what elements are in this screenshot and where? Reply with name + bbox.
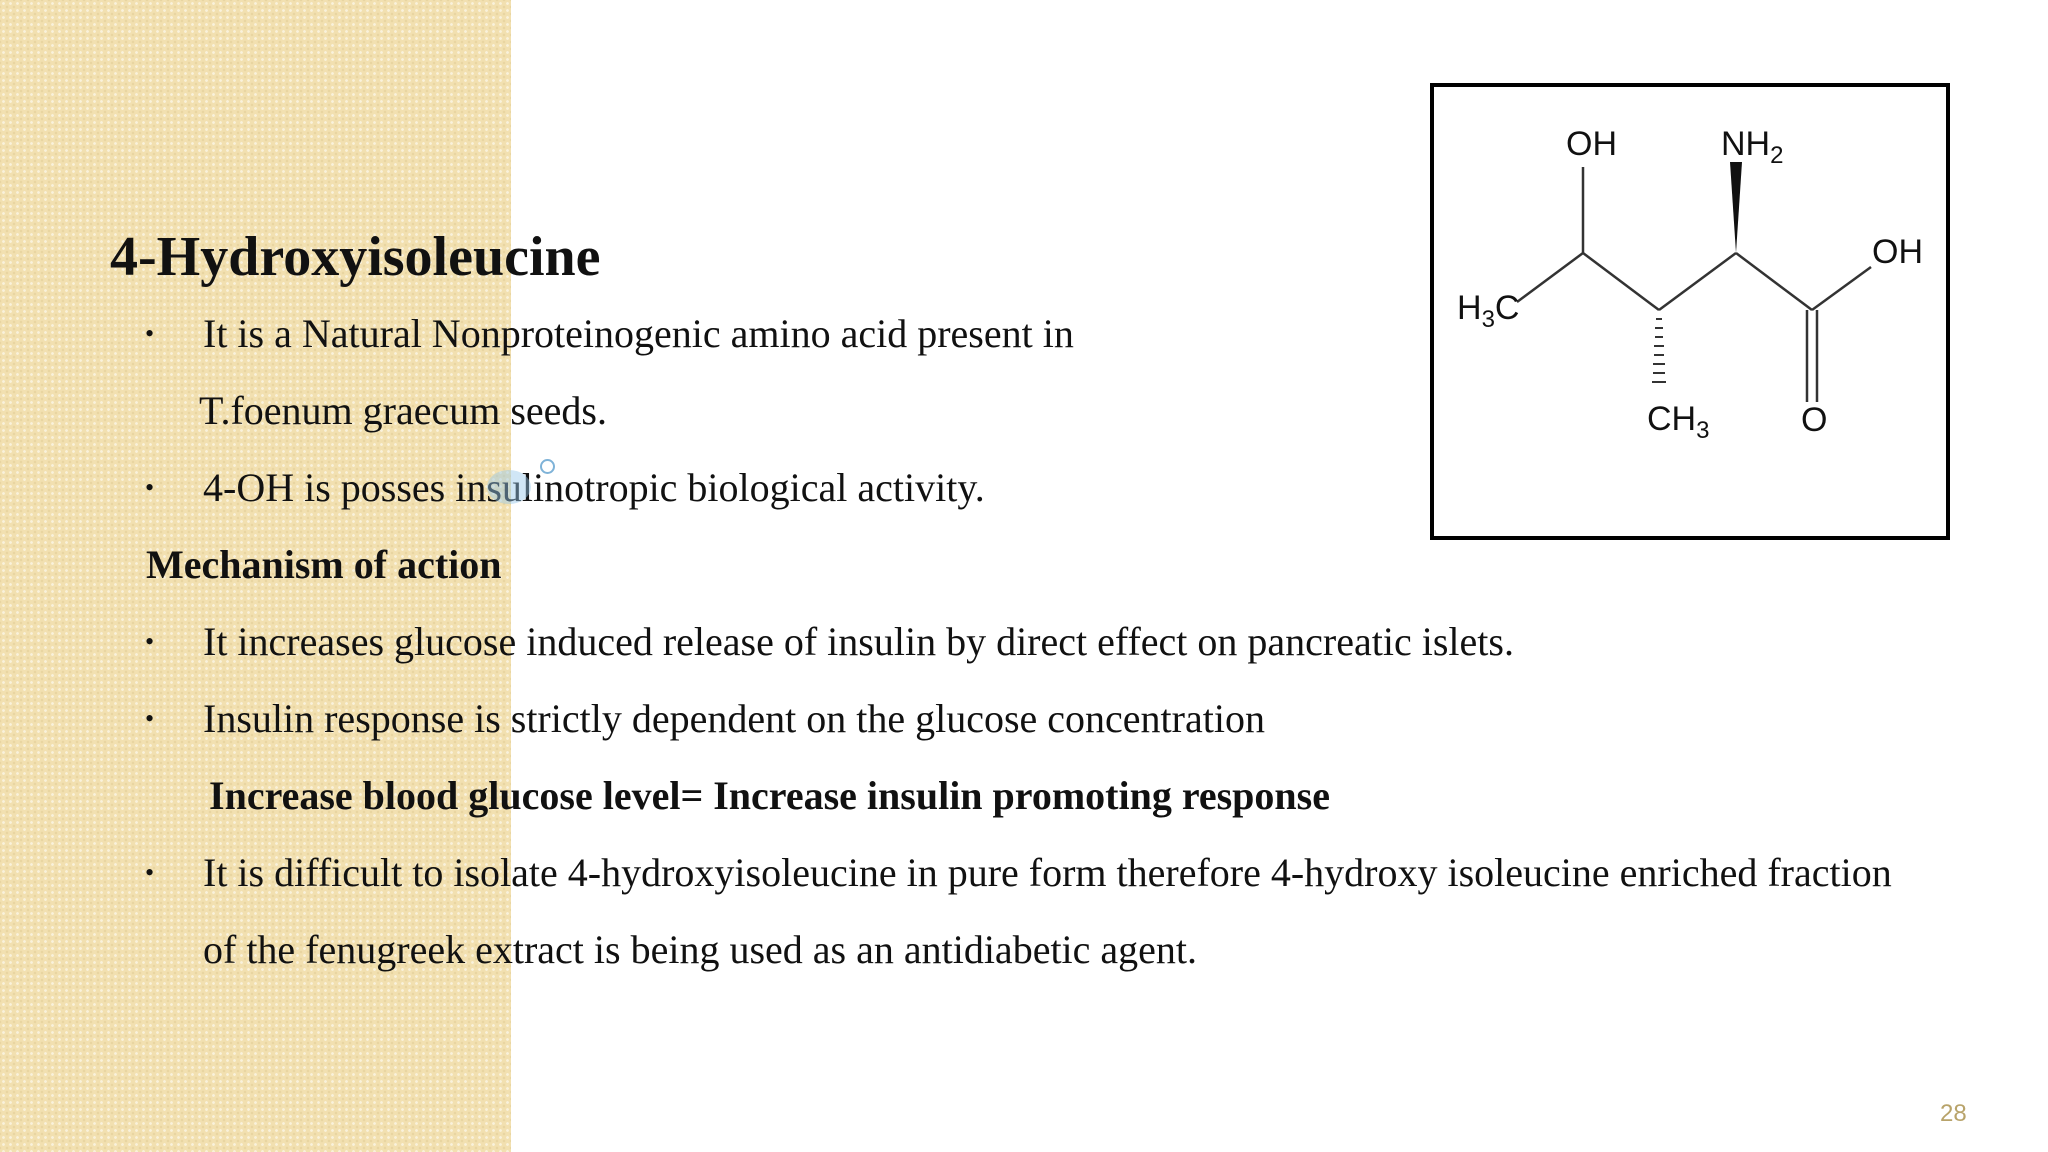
bullet-text-continuation: T.foenum graecum seeds.: [199, 388, 607, 433]
structure-svg: [1434, 87, 1946, 536]
label-h3c: $H_3C$: [1457, 289, 1520, 333]
bullet-text: It is a Natural Nonproteinogenic amino acid present in: [203, 311, 1074, 356]
bullet-marker: •: [145, 704, 155, 733]
bullet-marker: •: [145, 319, 155, 348]
pointer-highlight: [487, 470, 531, 504]
bond-c1-oh: [1812, 267, 1871, 310]
chemical-structure-figure: [1430, 83, 1950, 540]
bond-methyl: [1517, 253, 1583, 302]
bullet-text: Insulin response is strictly dependent on the glucose concentration: [203, 696, 1265, 741]
bullet-marker: •: [145, 473, 155, 502]
mechanism-heading: Mechanism of action: [146, 542, 502, 587]
bond-c3-c4: [1583, 253, 1659, 310]
bond-c3-c2: [1659, 253, 1736, 310]
label-oh-top: OH: [1566, 125, 1617, 163]
emphasis-line: Increase blood glucose level= Increase insulin promoting response: [209, 773, 1330, 818]
label-ch3: $CH_3$: [1647, 400, 1710, 444]
bond-lines: [1517, 167, 1871, 402]
page-number: 28: [1940, 1100, 1967, 1127]
bullet-text: It is difficult to isolate 4-hydroxyisoleucine in pure form therefore 4-hydroxy isoleucine enriched fraction: [203, 850, 1892, 895]
label-oh-right: OH: [1872, 233, 1923, 271]
bullet-text: It increases glucose induced release of insulin by direct effect on pancreatic islets.: [203, 619, 1514, 664]
hashed-bond: [1652, 319, 1666, 382]
pointer-ring-icon: [540, 459, 555, 474]
label-o-carbonyl: O: [1801, 401, 1828, 439]
label-nh2: $NH_2$: [1721, 125, 1784, 169]
bullet-marker: •: [145, 627, 155, 656]
wedge-bond: [1730, 162, 1742, 253]
bond-c2-c1: [1736, 253, 1812, 310]
slide-title: 4-Hydroxyisoleucine: [110, 226, 601, 288]
bullet-text: 4-OH is posses insulinotropic biological activity.: [203, 465, 985, 510]
bullet-marker: •: [145, 858, 155, 887]
bullet-text-continuation: of the fenugreek extract is being used as an antidiabetic agent.: [203, 927, 1198, 972]
